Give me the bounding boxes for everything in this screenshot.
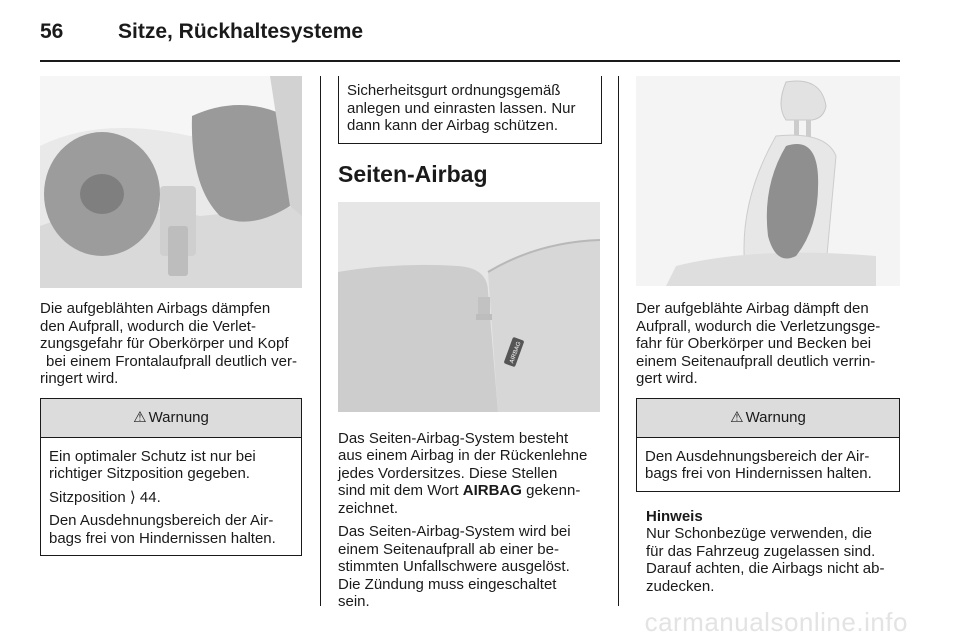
- body-line: Die Zündung muss eingeschaltet: [338, 575, 557, 593]
- hint-title: Hinweis: [646, 507, 703, 525]
- belt-note-line: anlegen und einrasten lassen. Nur: [347, 99, 576, 117]
- warning-line: Den Ausdehnungsbereich der Air-: [645, 447, 870, 465]
- caption-line: fahr für Oberkörper und Becken bei: [636, 335, 872, 352]
- warning-line: Den Ausdehnungsbereich der Air-: [49, 512, 274, 529]
- warning-line: bags frei von Hindernissen halten.: [49, 529, 276, 547]
- warning-header: [637, 399, 899, 438]
- caption-line: Der aufgeblähte Airbag dämpft den: [636, 300, 869, 317]
- column-divider: [320, 76, 321, 606]
- warning-line: richtiger Sitzposition gegeben.: [49, 465, 250, 482]
- seat-side-airbag-drawing: [636, 76, 900, 286]
- body-line: Das Seiten-Airbag-System besteht: [338, 429, 569, 447]
- warning-line: Ein optimaler Schutz ist nur bei: [49, 447, 256, 465]
- front-airbags-drawing: [40, 76, 302, 288]
- caption-line: zungsgefahr für Oberkörper und Kopf: [40, 335, 289, 352]
- body-line: aus einem Airbag in der Rückenlehne: [338, 447, 588, 464]
- hint-line: Nur Schonbezüge verwenden, die: [646, 525, 872, 542]
- warning-title: Warnung: [148, 408, 209, 426]
- airbag-keyword: AIRBAG: [462, 482, 522, 499]
- page-reference-arrow-icon: ⟩: [129, 488, 136, 506]
- caption-line: ringert wird.: [40, 370, 119, 387]
- page-title: Sitze, Rückhaltesysteme: [118, 20, 364, 43]
- watermark: carmanualsonline.info: [644, 607, 908, 637]
- caption-line: bei einem Frontalaufprall deutlich ver-: [46, 352, 297, 370]
- side-airbag-illustration: [636, 76, 900, 286]
- column-divider: [618, 76, 619, 606]
- body-line: Das Seiten-Airbag-System wird bei: [338, 523, 571, 540]
- airbag-tag-label: AIRBAG: [509, 340, 523, 364]
- hint-line: zudecken.: [646, 577, 715, 595]
- warning-triangle-icon: ⚠: [730, 408, 744, 426]
- seat-airbag-label-illustration: [338, 202, 600, 412]
- body-line: sind mit dem Wort: [338, 482, 459, 499]
- hint-line: für das Fahrzeug zugelassen sind.: [646, 542, 876, 560]
- warning-title: Warnung: [745, 408, 806, 426]
- caption-line: den Aufprall, wodurch die Verlet-: [40, 317, 256, 335]
- belt-note-box: [338, 76, 602, 144]
- hint-line: Darauf achten, die Airbags nicht ab-: [646, 560, 885, 577]
- body-line: stimmten Unfallschwere ausgelöst.: [338, 558, 570, 575]
- section-heading: Seiten-Airbag: [338, 160, 488, 187]
- column-middle: [338, 76, 602, 611]
- body-line: einem Seitenaufprall ab einer be-: [338, 540, 559, 558]
- belt-note-line: Sicherheitsgurt ordnungsgemäß: [347, 82, 561, 99]
- caption-line: gert wird.: [636, 370, 698, 387]
- hint-block: [636, 508, 900, 596]
- warning-header: [41, 399, 301, 438]
- caption-line: einem Seitenaufprall deutlich verrin-: [636, 352, 876, 370]
- warning-body: [41, 438, 301, 556]
- body-line: jedes Vordersitzes. Diese Stellen: [338, 464, 558, 482]
- body-line: gekenn-: [526, 482, 581, 499]
- page-reference-link[interactable]: 44.: [139, 488, 161, 506]
- page-reference-label: Sitzposition: [49, 488, 126, 506]
- warning-box: [636, 398, 900, 492]
- seat-back-drawing: [338, 202, 600, 412]
- body-line: zeichnet.: [338, 499, 399, 517]
- caption-line: Die aufgeblähten Airbags dämpfen: [40, 300, 271, 317]
- warning-box: [40, 398, 302, 557]
- warning-triangle-icon: ⚠: [133, 408, 147, 426]
- belt-note-line: dann kann der Airbag schützen.: [347, 117, 558, 134]
- body-line: sein.: [338, 593, 370, 610]
- column-left: [40, 76, 302, 556]
- warning-body: [637, 438, 899, 491]
- caption-line: Aufprall, wodurch die Verletzungsge-: [636, 317, 881, 335]
- header-rule: [40, 60, 900, 62]
- front-airbags-illustration: [40, 76, 302, 288]
- page-number: 56: [40, 20, 64, 43]
- warning-line: bags frei von Hindernissen halten.: [645, 465, 872, 482]
- column-right: [636, 76, 900, 595]
